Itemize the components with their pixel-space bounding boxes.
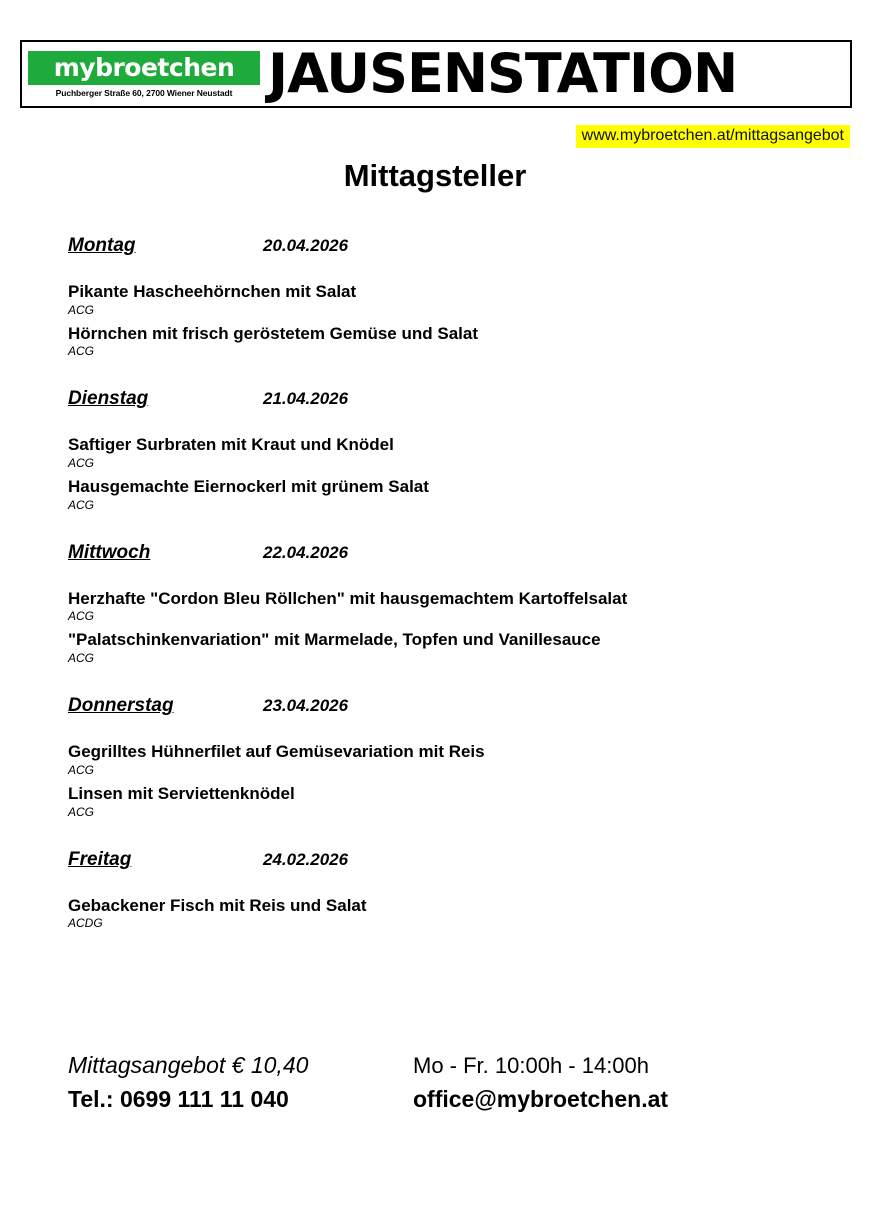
dish-allergens: ACG [68, 302, 95, 317]
day-block [68, 388, 828, 511]
day-date: 23.04.2026 [263, 696, 349, 716]
logo-text: mybroetchen [53, 53, 235, 82]
day-block [68, 542, 828, 665]
price-label: Mittagsangebot € 10,40 [68, 1052, 309, 1078]
dish-name: Pikante Hascheehörnchen mit Salat [68, 282, 357, 301]
day-name: Donnerstag [68, 695, 174, 717]
menu-list [68, 235, 828, 940]
spacer [68, 522, 828, 542]
dish-name: Herzhafte "Cordon Bleu Röllchen" mit hausgemachtem Kartoffelsalat [68, 588, 628, 608]
dish-name: Hausgemachte Eiernockerl mit grünem Salat [68, 477, 429, 497]
footer-row [68, 1086, 828, 1113]
day-heading [68, 695, 828, 717]
day-date: 22.04.2026 [263, 542, 349, 562]
day-heading [68, 388, 828, 410]
brand-logo [28, 47, 260, 101]
day-block [68, 695, 828, 818]
day-date: 20.04.2026 [263, 236, 349, 255]
dish-name: Gebackener Fisch mit Reis und Salat [68, 895, 367, 915]
page-title: Mittagsteller [343, 158, 527, 193]
dish-allergens: ACG [68, 762, 95, 777]
day-name: Mittwoch [68, 541, 151, 563]
dish-allergens: ACDG [68, 916, 103, 931]
dish-name: Linsen mit Serviettenknödel [68, 783, 295, 803]
dish-allergens: ACG [68, 651, 95, 666]
page-header [20, 40, 852, 108]
day-heading [68, 235, 828, 257]
day-block [68, 849, 828, 931]
dish-allergens: ACG [68, 804, 95, 819]
spacer [68, 675, 828, 695]
dish-allergens: ACG [68, 344, 95, 359]
dish-name: "Palatschinkenvariation" mit Marmelade, Topfen und Vanillesauce [68, 630, 601, 650]
opening-hours: Mo - Fr. 10:00h - 14:00h [413, 1053, 650, 1078]
header-title-text: JAUSENSTATION [268, 42, 738, 105]
dish-allergens: ACG [68, 609, 95, 624]
day-date: 21.04.2026 [263, 389, 349, 409]
dish-name: Saftiger Surbraten mit Kraut und Knödel [68, 435, 394, 455]
day-heading [68, 849, 828, 871]
spacer [68, 829, 828, 849]
spacer [68, 368, 828, 388]
website-url [576, 125, 850, 148]
day-block [68, 235, 828, 358]
footer-row [68, 1052, 828, 1079]
logo-badge [28, 51, 260, 85]
email-address: office@mybroetchen.at [413, 1086, 669, 1112]
header-title [260, 42, 850, 106]
day-date: 24.02.2026 [263, 849, 349, 869]
dish-allergens: ACG [68, 497, 95, 512]
day-name: Dienstag [68, 388, 149, 410]
dish-name: Hörnchen mit frisch geröstetem Gemüse und Salat [68, 323, 478, 343]
dish-allergens: ACG [68, 456, 95, 471]
website-url-text: www.mybroetchen.at/mittagsangebot [581, 127, 844, 144]
logo-address: Puchberger Straße 60, 2700 Wiener Neustadt [55, 87, 233, 98]
page-footer [68, 1052, 828, 1120]
phone-number: Tel.: 0699 111 11 040 [68, 1086, 289, 1112]
day-name: Montag [68, 235, 136, 256]
day-name: Freitag [68, 848, 132, 870]
dish-name: Gegrilltes Hühnerfilet auf Gemüsevariation mit Reis [68, 742, 485, 762]
day-heading [68, 542, 828, 564]
